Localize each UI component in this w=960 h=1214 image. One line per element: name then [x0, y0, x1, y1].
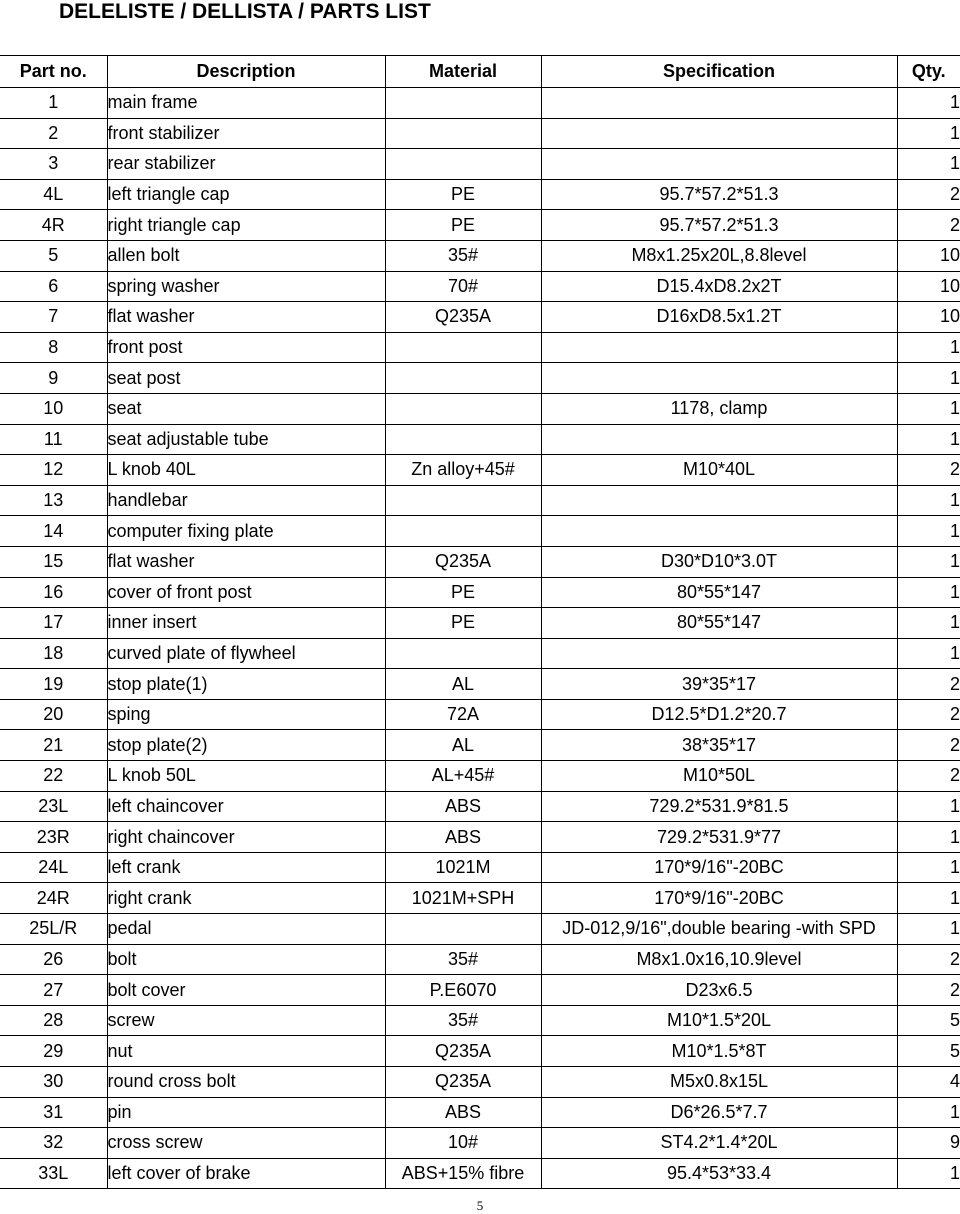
parts-table-body: [0, 88, 960, 1189]
table-row: [0, 638, 960, 669]
table-row: [0, 179, 960, 210]
cell-specification: 170*9/16"-20BC: [541, 852, 897, 883]
cell-specification: D30*D10*3.0T: [541, 546, 897, 577]
cell-specification: 729.2*531.9*81.5: [541, 791, 897, 822]
cell-part-no: 15: [0, 546, 107, 577]
cell-description: computer fixing plate: [107, 516, 385, 547]
cell-material: 70#: [385, 271, 541, 302]
cell-qty: 1: [897, 332, 960, 363]
cell-specification: [541, 363, 897, 394]
cell-part-no: 31: [0, 1097, 107, 1128]
cell-material: AL+45#: [385, 761, 541, 792]
cell-part-no: 22: [0, 761, 107, 792]
cell-part-no: 33L: [0, 1158, 107, 1189]
table-row: [0, 363, 960, 394]
table-row: [0, 822, 960, 853]
table-row: [0, 118, 960, 149]
cell-description: bolt: [107, 944, 385, 975]
cell-qty: 1: [897, 1158, 960, 1189]
cell-material: 35#: [385, 944, 541, 975]
cell-material: ABS: [385, 1097, 541, 1128]
cell-part-no: 25L/R: [0, 914, 107, 945]
cell-specification: 38*35*17: [541, 730, 897, 761]
table-row: [0, 1036, 960, 1067]
table-row: [0, 1067, 960, 1098]
cell-specification: M8x1.25x20L,8.8level: [541, 240, 897, 271]
cell-description: rear stabilizer: [107, 149, 385, 180]
cell-specification: M10*1.5*20L: [541, 1005, 897, 1036]
cell-description: main frame: [107, 88, 385, 119]
table-row: [0, 516, 960, 547]
cell-material: Q235A: [385, 1036, 541, 1067]
cell-description: bolt cover: [107, 975, 385, 1006]
cell-qty: 1: [897, 424, 960, 455]
table-row: [0, 88, 960, 119]
cell-description: stop plate(1): [107, 669, 385, 700]
cell-qty: 5: [897, 1005, 960, 1036]
cell-part-no: 26: [0, 944, 107, 975]
cell-description: flat washer: [107, 546, 385, 577]
cell-qty: 9: [897, 1128, 960, 1159]
table-row: [0, 455, 960, 486]
table-row: [0, 791, 960, 822]
cell-part-no: 23R: [0, 822, 107, 853]
cell-material: 1021M+SPH: [385, 883, 541, 914]
cell-specification: [541, 118, 897, 149]
cell-specification: 170*9/16"-20BC: [541, 883, 897, 914]
cell-material: [385, 118, 541, 149]
cell-material: [385, 88, 541, 119]
cell-description: pin: [107, 1097, 385, 1128]
table-row: [0, 852, 960, 883]
cell-specification: M10*50L: [541, 761, 897, 792]
cell-specification: D16xD8.5x1.2T: [541, 302, 897, 333]
cell-specification: 80*55*147: [541, 608, 897, 639]
cell-material: Q235A: [385, 1067, 541, 1098]
table-row: [0, 944, 960, 975]
table-row: [0, 1097, 960, 1128]
cell-qty: 1: [897, 149, 960, 180]
cell-description: left crank: [107, 852, 385, 883]
cell-description: left triangle cap: [107, 179, 385, 210]
cell-material: [385, 638, 541, 669]
cell-part-no: 14: [0, 516, 107, 547]
cell-part-no: 28: [0, 1005, 107, 1036]
cell-material: 10#: [385, 1128, 541, 1159]
cell-material: P.E6070: [385, 975, 541, 1006]
cell-specification: JD-012,9/16",double bearing -with SPD: [541, 914, 897, 945]
cell-specification: M8x1.0x16,10.9level: [541, 944, 897, 975]
page-number: 5: [476, 1198, 484, 1213]
cell-specification: M10*40L: [541, 455, 897, 486]
cell-specification: [541, 638, 897, 669]
cell-part-no: 9: [0, 363, 107, 394]
cell-qty: 1: [897, 577, 960, 608]
cell-part-no: 19: [0, 669, 107, 700]
cell-material: [385, 393, 541, 424]
cell-material: [385, 914, 541, 945]
cell-specification: 95.7*57.2*51.3: [541, 179, 897, 210]
cell-description: left chaincover: [107, 791, 385, 822]
cell-part-no: 32: [0, 1128, 107, 1159]
table-header-row: [0, 56, 960, 88]
cell-part-no: 30: [0, 1067, 107, 1098]
cell-qty: 2: [897, 975, 960, 1006]
cell-qty: 5: [897, 1036, 960, 1067]
table-row: [0, 485, 960, 516]
table-row: [0, 332, 960, 363]
cell-qty: 1: [897, 883, 960, 914]
cell-part-no: 27: [0, 975, 107, 1006]
cell-material: PE: [385, 577, 541, 608]
cell-part-no: 10: [0, 393, 107, 424]
table-row: [0, 302, 960, 333]
cell-qty: 1: [897, 393, 960, 424]
table-row: [0, 1005, 960, 1036]
cell-part-no: 6: [0, 271, 107, 302]
cell-description: stop plate(2): [107, 730, 385, 761]
cell-description: left cover of brake: [107, 1158, 385, 1189]
cell-part-no: 2: [0, 118, 107, 149]
cell-material: PE: [385, 210, 541, 241]
cell-qty: 2: [897, 761, 960, 792]
cell-description: pedal: [107, 914, 385, 945]
cell-specification: [541, 485, 897, 516]
cell-material: 35#: [385, 240, 541, 271]
cell-qty: 1: [897, 822, 960, 853]
table-row: [0, 271, 960, 302]
cell-material: [385, 516, 541, 547]
cell-description: seat: [107, 393, 385, 424]
table-row: [0, 1158, 960, 1189]
cell-material: AL: [385, 669, 541, 700]
cell-material: 1021M: [385, 852, 541, 883]
cell-part-no: 23L: [0, 791, 107, 822]
cell-material: ABS: [385, 822, 541, 853]
cell-specification: [541, 332, 897, 363]
cell-specification: 95.7*57.2*51.3: [541, 210, 897, 241]
cell-qty: 2: [897, 669, 960, 700]
cell-specification: [541, 516, 897, 547]
cell-description: seat post: [107, 363, 385, 394]
cell-qty: 10: [897, 240, 960, 271]
cell-material: [385, 424, 541, 455]
cell-part-no: 11: [0, 424, 107, 455]
table-row: [0, 730, 960, 761]
column-header-description: Description: [107, 56, 385, 88]
cell-part-no: 20: [0, 699, 107, 730]
cell-material: Q235A: [385, 546, 541, 577]
cell-part-no: 1: [0, 88, 107, 119]
cell-qty: 2: [897, 179, 960, 210]
cell-description: right crank: [107, 883, 385, 914]
cell-specification: D12.5*D1.2*20.7: [541, 699, 897, 730]
cell-specification: ST4.2*1.4*20L: [541, 1128, 897, 1159]
cell-qty: 2: [897, 730, 960, 761]
table-row: [0, 914, 960, 945]
table-row: [0, 546, 960, 577]
cell-qty: 1: [897, 363, 960, 394]
cell-material: PE: [385, 608, 541, 639]
cell-description: nut: [107, 1036, 385, 1067]
cell-part-no: 21: [0, 730, 107, 761]
cell-description: L knob 40L: [107, 455, 385, 486]
cell-qty: 1: [897, 546, 960, 577]
cell-specification: 80*55*147: [541, 577, 897, 608]
column-header-part-no: Part no.: [0, 56, 107, 88]
cell-material: [385, 485, 541, 516]
cell-qty: 1: [897, 516, 960, 547]
cell-description: L knob 50L: [107, 761, 385, 792]
cell-material: 72A: [385, 699, 541, 730]
cell-description: seat adjustable tube: [107, 424, 385, 455]
table-row: [0, 669, 960, 700]
cell-qty: 1: [897, 791, 960, 822]
cell-part-no: 16: [0, 577, 107, 608]
cell-description: round cross bolt: [107, 1067, 385, 1098]
cell-description: sping: [107, 699, 385, 730]
cell-qty: 2: [897, 455, 960, 486]
cell-part-no: 5: [0, 240, 107, 271]
cell-description: spring washer: [107, 271, 385, 302]
column-header-material: Material: [385, 56, 541, 88]
table-row: [0, 149, 960, 180]
cell-qty: 1: [897, 914, 960, 945]
cell-qty: 10: [897, 271, 960, 302]
cell-description: cross screw: [107, 1128, 385, 1159]
table-row: [0, 210, 960, 241]
parts-table: [0, 55, 960, 1189]
cell-part-no: 18: [0, 638, 107, 669]
cell-part-no: 13: [0, 485, 107, 516]
cell-material: AL: [385, 730, 541, 761]
cell-qty: 10: [897, 302, 960, 333]
table-row: [0, 1128, 960, 1159]
cell-description: curved plate of flywheel: [107, 638, 385, 669]
cell-part-no: 29: [0, 1036, 107, 1067]
cell-specification: [541, 149, 897, 180]
table-row: [0, 240, 960, 271]
cell-description: handlebar: [107, 485, 385, 516]
cell-part-no: 24L: [0, 852, 107, 883]
cell-description: front stabilizer: [107, 118, 385, 149]
cell-qty: 4: [897, 1067, 960, 1098]
cell-material: ABS: [385, 791, 541, 822]
cell-description: cover of front post: [107, 577, 385, 608]
cell-specification: M5x0.8x15L: [541, 1067, 897, 1098]
cell-specification: D23x6.5: [541, 975, 897, 1006]
table-row: [0, 393, 960, 424]
cell-part-no: 3: [0, 149, 107, 180]
cell-qty: 1: [897, 118, 960, 149]
cell-part-no: 17: [0, 608, 107, 639]
cell-material: [385, 332, 541, 363]
page-title: DELELISTE / DELLISTA / PARTS LIST: [59, 0, 431, 23]
cell-description: screw: [107, 1005, 385, 1036]
cell-qty: 2: [897, 210, 960, 241]
table-row: [0, 424, 960, 455]
cell-qty: 1: [897, 1097, 960, 1128]
table-row: [0, 699, 960, 730]
cell-description: right chaincover: [107, 822, 385, 853]
cell-qty: 1: [897, 638, 960, 669]
cell-material: ABS+15% fibre: [385, 1158, 541, 1189]
cell-part-no: 8: [0, 332, 107, 363]
cell-qty: 1: [897, 88, 960, 119]
cell-part-no: 4L: [0, 179, 107, 210]
cell-qty: 1: [897, 852, 960, 883]
table-row: [0, 608, 960, 639]
cell-qty: 2: [897, 699, 960, 730]
cell-part-no: 24R: [0, 883, 107, 914]
cell-specification: D15.4xD8.2x2T: [541, 271, 897, 302]
cell-material: [385, 149, 541, 180]
cell-specification: [541, 424, 897, 455]
cell-qty: 1: [897, 485, 960, 516]
cell-material: Zn alloy+45#: [385, 455, 541, 486]
cell-part-no: 12: [0, 455, 107, 486]
cell-specification: 95.4*53*33.4: [541, 1158, 897, 1189]
cell-specification: [541, 88, 897, 119]
cell-material: 35#: [385, 1005, 541, 1036]
table-row: [0, 761, 960, 792]
cell-description: right triangle cap: [107, 210, 385, 241]
cell-description: allen bolt: [107, 240, 385, 271]
cell-part-no: 7: [0, 302, 107, 333]
cell-description: flat washer: [107, 302, 385, 333]
cell-qty: 1: [897, 608, 960, 639]
column-header-specification: Specification: [541, 56, 897, 88]
cell-specification: D6*26.5*7.7: [541, 1097, 897, 1128]
cell-description: inner insert: [107, 608, 385, 639]
table-row: [0, 975, 960, 1006]
cell-specification: 729.2*531.9*77: [541, 822, 897, 853]
cell-material: PE: [385, 179, 541, 210]
cell-material: [385, 363, 541, 394]
cell-specification: 39*35*17: [541, 669, 897, 700]
cell-specification: M10*1.5*8T: [541, 1036, 897, 1067]
cell-part-no: 4R: [0, 210, 107, 241]
table-row: [0, 577, 960, 608]
column-header-qty: Qty.: [897, 56, 960, 88]
cell-description: front post: [107, 332, 385, 363]
table-row: [0, 883, 960, 914]
cell-material: Q235A: [385, 302, 541, 333]
cell-qty: 2: [897, 944, 960, 975]
cell-specification: 1178, clamp: [541, 393, 897, 424]
